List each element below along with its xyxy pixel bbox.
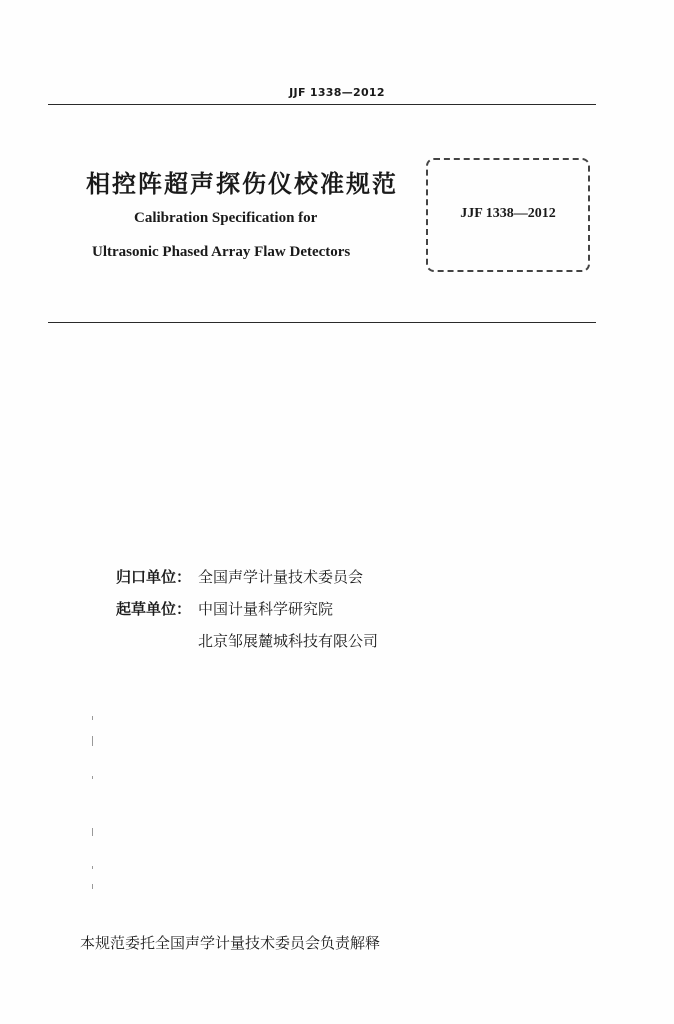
responsible-unit-row [116,566,378,598]
bottom-divider [48,322,596,323]
code-box-text: JJF 1338—2012 [460,206,556,221]
drafting-unit-row [116,598,378,630]
title-chinese: 相控阵超声探伤仪校准规范 [86,170,398,198]
standard-code-box [426,158,590,272]
scan-speck [92,776,93,779]
top-divider [48,104,596,105]
responsible-unit-label: 归口单位： [116,568,192,586]
title-english-line2: Ultrasonic Phased Array Flaw Detectors [92,244,351,260]
scan-speck [92,884,93,889]
scan-artifact-marks [92,716,96,892]
footer-interpretation-note: 本规范委托全国声学计量技术委员会负责解释 [80,934,381,952]
scan-speck [92,716,93,720]
responsible-unit-value: 全国声学计量技术委员会 [198,568,364,586]
drafting-unit-value-2: 北京邹展麓城科技有限公司 [198,632,379,650]
organization-block [116,566,378,662]
scan-speck [92,736,93,746]
header-standard-code: JJF 1338—2012 [289,86,385,99]
drafting-unit-label: 起草单位： [116,600,192,618]
scan-speck [92,828,93,836]
drafting-unit-row-2 [116,630,378,662]
drafting-unit-value-1: 中国计量科学研究院 [198,600,334,618]
scan-speck [92,866,93,869]
title-english-line1: Calibration Specification for [134,210,318,226]
